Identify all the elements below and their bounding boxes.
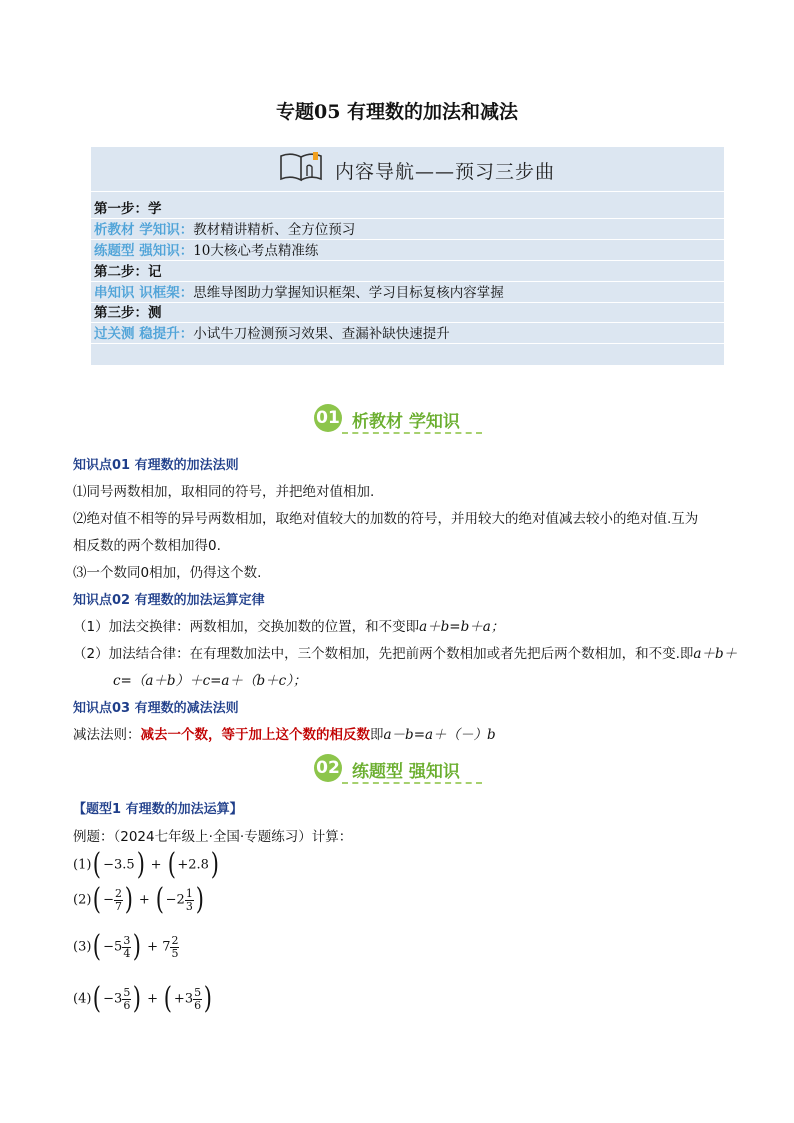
subtraction-rule: 减法法则：减去一个数，等于加上这个数的相反数即a－b=a＋（－）b <box>73 727 496 743</box>
nav-row-step3: 第三步：测 <box>91 303 724 323</box>
problem-2: (2)( − $\frac{2}{7}$ ) + ( −2 $\frac{1}{3}$ ) <box>73 882 204 917</box>
section-divider <box>342 782 482 784</box>
rule-line: （1）加法交换律：两数相加，交换加数的位置，和不变即a＋b=b＋a； <box>73 619 505 635</box>
nav-row-learn: 析教材 学知识：教材精讲精析、全方位预习 <box>91 220 724 240</box>
nav-row-test: 过关测 稳提升：小试牛刀检测预习效果、查漏补缺快速提升 <box>91 324 724 344</box>
problem-4: (4)( −3 $\frac{5}{6}$ ) + ( +3 $\frac{5}{6}$ ) <box>73 981 213 1016</box>
nav-header <box>91 147 724 192</box>
rule-line: ⑵绝对值不相等的异号两数相加，取绝对值较大的加数的符号，并用较大的绝对值减去较小的绝对值.互为 <box>73 511 699 527</box>
section-number-badge: 02 <box>314 754 342 782</box>
problem-3: (3)( −5 $\frac{3}{4}$ ) + 7 $\frac{2}{5}$ <box>73 929 179 964</box>
nav-row-framework: 串知识 识框架：思维导图助力掌握知识框架、学习目标复核内容掌握 <box>91 283 724 303</box>
section-number-badge: 01 <box>314 404 342 432</box>
rule-line: ⑶一个数同0相加，仍得这个数. <box>73 565 262 581</box>
section-divider <box>342 432 482 434</box>
problem-1: (1)( −3.5) + ( +2.8) <box>73 847 219 882</box>
section-title: 析教材 学知识 <box>352 412 460 432</box>
nav-row-step2: 第二步：记 <box>91 262 724 282</box>
nav-row-step1: 第一步：学 <box>91 199 724 219</box>
rule-line: 相反数的两个数相加得0. <box>73 538 221 554</box>
page-title: 专题05 有理数的加法和减法 <box>275 101 519 123</box>
knowledge-point-heading: 知识点01 有理数的加法法则 <box>73 458 239 473</box>
rule-line: c=（a＋b）＋c=a＋（b＋c）； <box>113 673 307 689</box>
rule-line: （2）加法结合律：在有理数加法中，三个数相加，先把前两个数相加或者先把后两个数相加，和不变.即a＋b＋ <box>73 646 738 662</box>
section-title: 练题型 强知识 <box>352 762 460 782</box>
rule-line: ⑴同号两数相加，取相同的符号，并把绝对值相加. <box>73 484 375 500</box>
example-intro: 例题：（2024七年级上·全国·专题练习）计算： <box>73 829 353 845</box>
content-navigation-box <box>91 147 724 365</box>
nav-row-practice: 练题型 强知识：10大核心考点精准练 <box>91 241 724 261</box>
knowledge-point-heading: 知识点03 有理数的减法法则 <box>73 701 239 716</box>
knowledge-point-heading: 知识点02 有理数的加法运算定律 <box>73 593 265 608</box>
nav-heading: 内容导航——预习三步曲 <box>335 161 556 183</box>
open-book-icon <box>277 150 327 184</box>
question-type-heading: 【题型1 有理数的加法运算】 <box>73 802 243 817</box>
